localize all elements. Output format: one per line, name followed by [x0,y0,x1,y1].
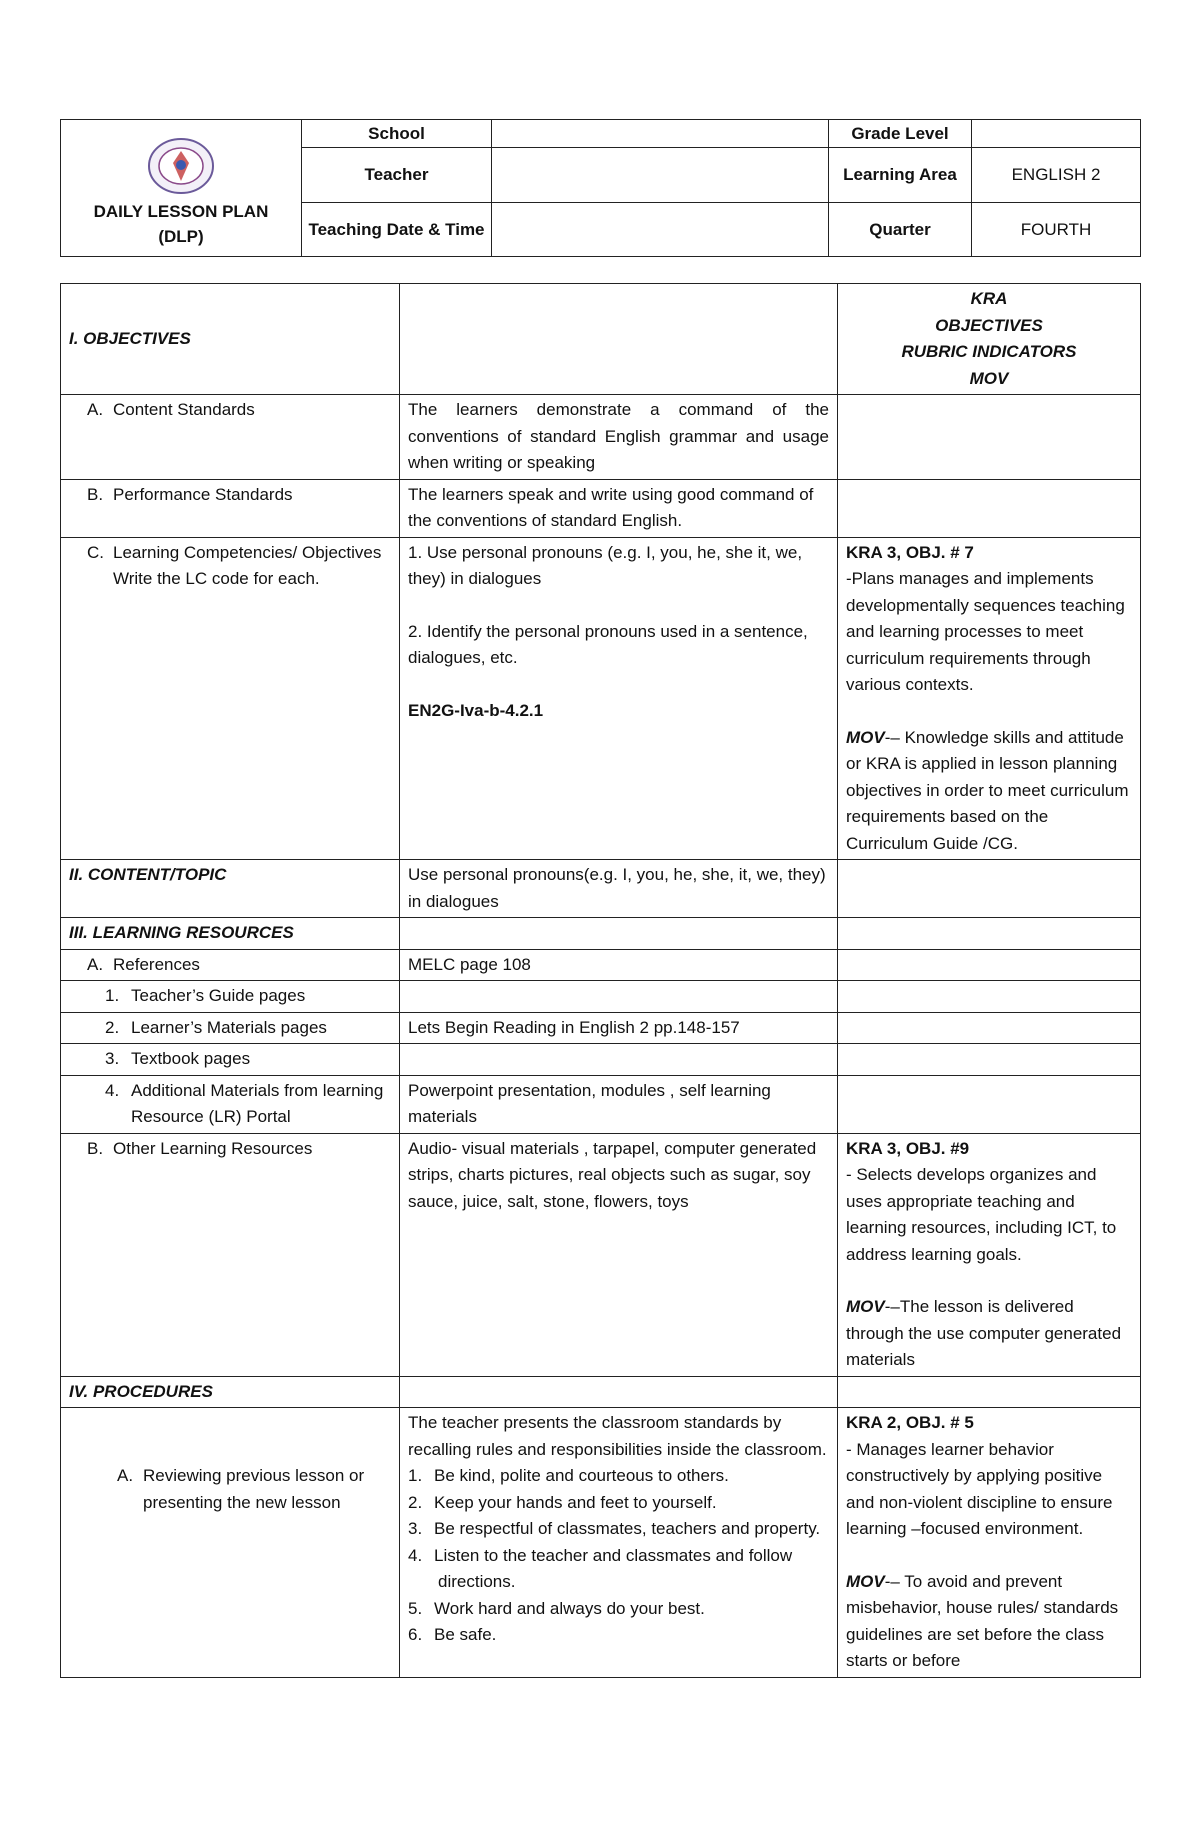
rule-number: 3. [408,1519,423,1538]
mov-block [846,1569,1132,1675]
resource-kra [838,1075,1141,1133]
content-topic-row [61,860,1141,918]
grade-value [972,120,1141,148]
procedures-row [61,1376,1141,1408]
references-title: References [113,954,200,974]
rule-number: 4. [408,1545,423,1565]
rule-item [408,1516,829,1543]
objectives-header-row [61,284,1141,395]
resource-label-wrap [105,1078,391,1131]
performance-standards-text: The learners speak and write using good command of the conventions of standard English. [400,479,838,537]
learning-resources-row [61,918,1141,950]
mov-label: MOV [846,727,885,747]
kra-header-mov: MOV [969,368,1009,388]
kra-header [838,284,1141,395]
content-standards-text: The learners demonstrate a command of the conventions of standard English grammar and usage when writing or speaking [400,395,838,480]
learning-competencies-title: Learning Competencies/ Objectives [113,542,382,562]
resource-kra [838,1044,1141,1076]
resource-value [400,981,838,1013]
header-table [60,119,1141,257]
dlp-title: DAILY LESSON PLAN [93,202,269,221]
resource-row-3 [61,1044,1141,1076]
resource-value: Powerpoint presentation, modules , self learning materials [400,1075,838,1133]
date-label: Teaching Date & Time [302,202,492,256]
mov-text: -– Knowledge skills and attitude or KRA is applied in lesson planning objectives in order to meet curriculum requirements based on the Curriculum Guide /CG. [846,727,1129,853]
resource-label: Textbook pages [131,1049,251,1068]
item-letter: A. [117,1466,134,1485]
learning-competencies-label-cell [61,537,400,860]
review-lesson-intro: The teacher presents the classroom standards by recalling rules and responsibilities inside the classroom. [408,1413,827,1459]
mov-text: -– To avoid and prevent misbehavior, house rules/ standards guidelines are set before the class starts or before [846,1571,1119,1670]
kra-text: - Manages learner behavior constructively by applying positive and non-violent discipline to ensure learning –focused environment. [846,1439,1113,1538]
rule-text: Be respectful of classmates, teachers and property. [434,1519,821,1538]
rule-item [408,1543,829,1596]
item-letter: A. [87,954,104,974]
rule-number: 6. [408,1625,423,1644]
rule-text: Be safe. [434,1625,497,1644]
resource-value [400,1044,838,1076]
kra-header-objectives: OBJECTIVES [935,315,1043,335]
mov-label: MOV [846,1571,885,1591]
deped-seal-logo [146,137,216,195]
other-resources-kra [838,1133,1141,1376]
other-resources-text: Audio- visual materials , tarpapel, computer generated strips, charts pictures, real objects such as sugar, soy sauce, juice, salt, stone, flowers, toys [400,1133,838,1376]
item-number: 1. [105,986,120,1005]
rule-text: Be kind, polite and courteous to others. [434,1466,729,1485]
content-topic-text: Use personal pronouns(e.g. I, you, he, she, it, we, they) in dialogues [400,860,838,918]
learning-competencies-kra [838,537,1141,860]
content-topic-kra [838,860,1141,918]
kra-text: - Selects develops organizes and uses appropriate teaching and learning resources, including ICT, to address learning goals. [846,1165,1117,1264]
content-topic-heading: II. CONTENT/TOPIC [61,860,400,918]
review-lesson-title: Reviewing previous lesson or presenting the new lesson [143,1466,365,1512]
learning-resources-heading: III. LEARNING RESOURCES [61,918,400,950]
review-lesson-text [400,1408,838,1678]
item-letter: B. [87,484,104,504]
item-number: 4. [105,1080,120,1100]
school-value [492,120,829,148]
resource-label: Additional Materials from learning Resource (LR) Portal [131,1080,384,1126]
procedures-blank [400,1376,838,1408]
references-text: MELC page 108 [400,949,838,981]
classroom-rules-list [408,1463,829,1649]
item-letter: B. [87,1138,104,1158]
learning-resources-kra [838,918,1141,950]
resource-row-1 [61,981,1141,1013]
dlp-subtitle: (DLP) [158,227,204,246]
kra-header-kra: KRA [970,289,1008,308]
rule-text: Keep your hands and feet to yourself. [434,1492,717,1512]
item-number: 3. [105,1049,120,1068]
review-lesson-kra [838,1408,1141,1678]
resource-label: Learner’s Materials pages [131,1017,327,1037]
rule-number: 5. [408,1598,423,1618]
content-standards-title: Content Standards [113,400,255,419]
item-letter: C. [87,542,104,562]
grade-label: Grade Level [829,120,972,148]
rule-item [408,1622,829,1649]
references-kra [838,949,1141,981]
performance-standards-title: Performance Standards [113,484,293,504]
resource-label-cell [61,1012,400,1044]
objectives-header-blank [400,284,838,395]
rule-text: Listen to the teacher and classmates and follow directions. [434,1545,793,1591]
kra-header-rubric: RUBRIC INDICATORS [901,342,1077,361]
resource-kra [838,981,1141,1013]
quarter-label: Quarter [829,202,972,256]
learning-competencies-note: Write the LC code for each. [113,569,320,588]
kra-title: KRA 2, OBJ. # 5 [846,1413,974,1432]
review-lesson-label-cell [61,1408,400,1678]
rule-number: 2. [408,1492,423,1512]
resource-label-cell [61,981,400,1013]
resource-label-cell [61,1044,400,1076]
learning-competencies-text [400,537,838,860]
teacher-label: Teacher [302,148,492,202]
mov-block [846,725,1132,858]
performance-standards-label-cell [61,479,400,537]
other-resources-title: Other Learning Resources [113,1138,313,1158]
resource-label: Teacher’s Guide pages [131,986,306,1005]
resource-label-cell [61,1075,400,1133]
other-resources-row [61,1133,1141,1376]
procedures-kra [838,1376,1141,1408]
kra-title: KRA 3, OBJ. #9 [846,1138,970,1158]
objectives-heading: I. OBJECTIVES [61,284,400,395]
competency-1: 1. Use personal pronouns (e.g. I, you, he, she it, we, they) in dialogues [408,542,803,588]
other-resources-label-cell [61,1133,400,1376]
date-value [492,202,829,256]
quarter-value: FOURTH [972,202,1141,256]
mov-text: -–The lesson is delivered through the use computer generated materials [846,1297,1122,1369]
teacher-value [492,148,829,202]
rule-item [408,1463,829,1490]
kra-title: KRA 3, OBJ. # 7 [846,542,974,562]
kra-text: -Plans manages and implements developmentally sequences teaching and learning processes to meet curriculum requirements through various contexts. [846,569,1125,694]
rule-item [408,1596,829,1623]
references-row [61,949,1141,981]
mov-block [846,1294,1132,1374]
area-label: Learning Area [829,148,972,202]
resource-kra [838,1012,1141,1044]
item-letter: A. [87,400,104,419]
resource-value: Lets Begin Reading in English 2 pp.148-157 [400,1012,838,1044]
competency-2: 2. Identify the personal pronouns used in a sentence, dialogues, etc. [408,621,808,667]
item-number: 2. [105,1017,120,1037]
learning-competencies-row [61,537,1141,860]
rule-text: Work hard and always do your best. [434,1598,705,1618]
learning-resources-blank [400,918,838,950]
procedures-heading: IV. PROCEDURES [61,1376,400,1408]
performance-standards-row [61,479,1141,537]
review-lesson-title-wrap [87,1463,391,1516]
school-label: School [302,120,492,148]
area-value: ENGLISH 2 [972,148,1141,202]
performance-standards-kra [838,479,1141,537]
resource-row-2 [61,1012,1141,1044]
content-standards-label-cell [61,395,400,480]
dlp-title-cell [61,120,302,257]
learning-competencies-title-wrap [87,540,391,567]
resource-row-4 [61,1075,1141,1133]
rule-item [408,1490,829,1517]
mov-label: MOV [846,1297,885,1316]
lc-code: EN2G-Iva-b-4.2.1 [408,700,544,720]
content-standards-kra [838,395,1141,480]
lesson-plan-table [60,283,1141,1678]
rule-number: 1. [408,1466,423,1485]
review-lesson-row [61,1408,1141,1678]
content-standards-row [61,395,1141,480]
references-label-cell [61,949,400,981]
